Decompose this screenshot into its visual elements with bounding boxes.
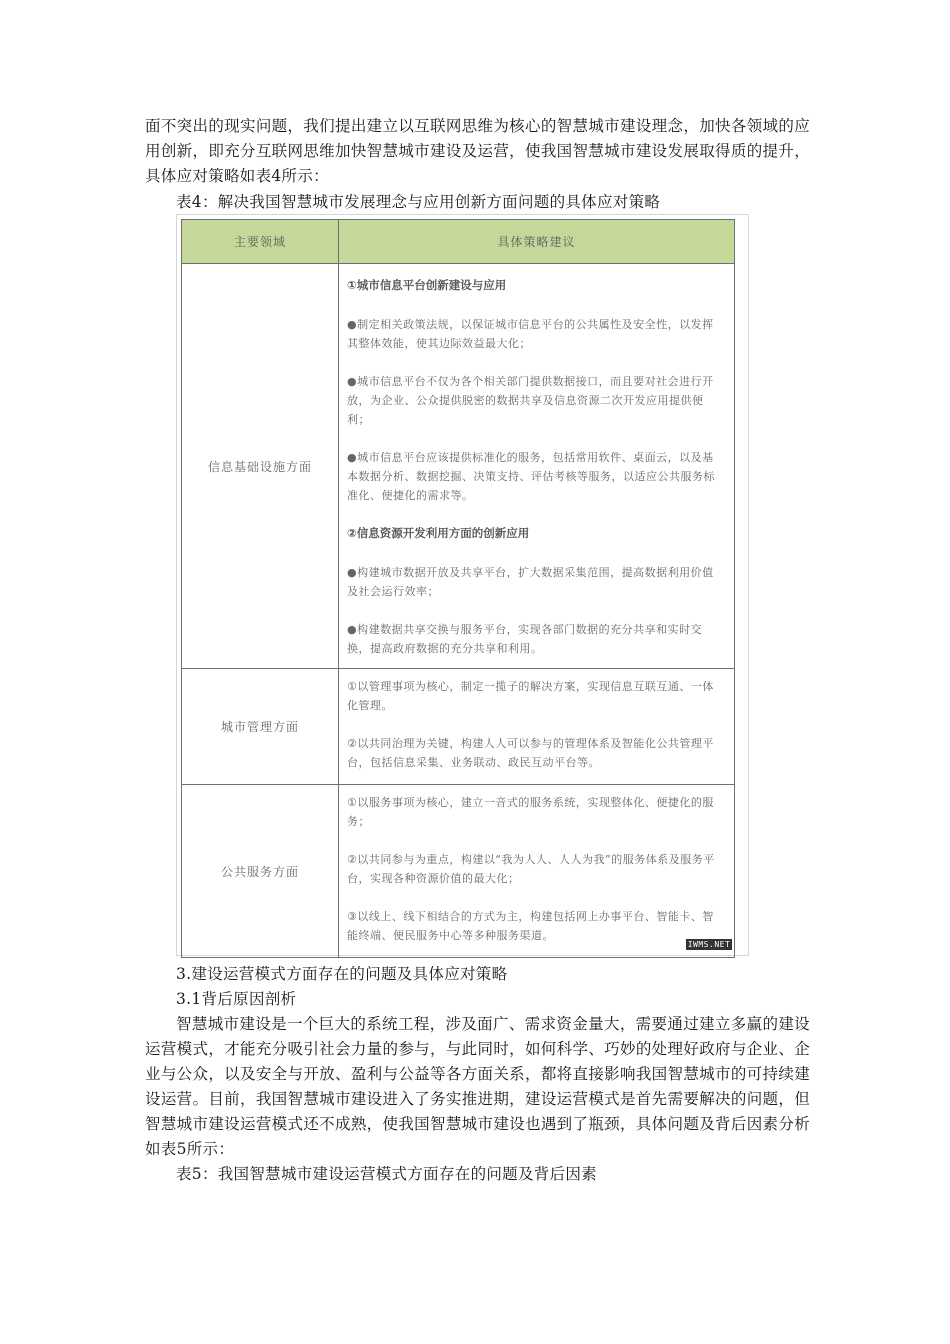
subheading: ①城市信息平台创新建设与应用: [347, 278, 507, 292]
area-cell: 公共服务方面: [182, 785, 339, 958]
bullet-item: ②以共同参与为重点，构建以“我为人人、人人为我”的服务体系及服务平台，实现各种资源价值的最大化；: [347, 853, 715, 885]
bullet-item: ●构建数据共享交换与服务平台，实现各部门数据的充分共享和实时交换，提高政府数据的充分共享和利用。: [347, 623, 703, 655]
table4: [181, 219, 735, 958]
subheading: ②信息资源开发利用方面的创新应用: [347, 526, 530, 540]
body-paragraph: 智慧城市建设是一个巨大的系统工程，涉及面广、需求资金量大，需要通过建立多赢的建设运营模式，才能充分吸引社会力量的参与，与此同时，如何科学、巧妙的处理好政府与企业、企业与公众，以及安全与开放、盈利与公益等各方面关系，都将直接影响我国智慧城市的可持续建设运营。目前，我国智慧城市建设进入了务实推进期，建设运营模式是首先需要解决的问题，但智慧城市建设运营模式还不成熟，使我国智慧城市建设也遇到了瓶颈，具体问题及背后因素分析如表5所示：: [145, 1015, 810, 1158]
table-row: [182, 264, 735, 669]
header-main-area: 主要领域: [182, 220, 339, 264]
bullet-item: ①以管理事项为核心，制定一揽子的解决方案，实现信息互联互通、一体化管理。: [347, 680, 714, 712]
strategy-cell: [339, 785, 735, 958]
strategy-cell: [339, 264, 735, 669]
table-row: [182, 669, 735, 785]
bullet-item: ③以线上、线下相结合的方式为主，构建包括网上办事平台、智能卡、智能终端、便民服务中心等多种服务渠道。: [347, 910, 714, 942]
bullet-item: ●城市信息平台不仅为各个相关部门提供数据接口，而且要对社会进行开放，为企业、公众提供脱密的数据共享及信息资源二次开发应用提供便利；: [347, 375, 714, 426]
table-row: [182, 785, 735, 958]
header-strategy: 具体策略建议: [339, 220, 735, 264]
table5-caption: 表5：我国智慧城市建设运营模式方面存在的问题及背后因素: [176, 1165, 597, 1183]
table4-caption: 表4：解决我国智慧城市发展理念与应用创新方面问题的具体应对策略: [176, 193, 661, 211]
bullet-item: ①以服务事项为核心，建立一音式的服务系统，实现整体化、便捷化的服务；: [347, 796, 714, 828]
strategy-cell: [339, 669, 735, 785]
subsection-heading: 3.1背后原因剖析: [176, 990, 297, 1008]
area-cell: 城市管理方面: [182, 669, 339, 785]
intro-paragraph: 面不突出的现实问题，我们提出建立以互联网思维为核心的智慧城市建设理念，加快各领域的应用创新，即充分互联网思维加快智慧城市建设及运营，使我国智慧城市建设发展取得质的提升，具体应对策略如表4所示：: [145, 117, 810, 185]
watermark-logo: IWMS.NET: [687, 940, 731, 949]
bullet-item: ●构建城市数据开放及共享平台，扩大数据采集范围，提高数据利用价值及社会运行效率；: [347, 566, 714, 598]
bullet-item: ●城市信息平台应该提供标准化的服务，包括常用软件、桌面云，以及基本数据分析、数据挖掘、决策支持、评估考核等服务，以适应公共服务标准化、便捷化的需求等。: [347, 451, 715, 502]
table-header-row: [182, 220, 735, 264]
area-cell: 信息基础设施方面: [182, 264, 339, 669]
section-heading: 3.建设运营模式方面存在的问题及具体应对策略: [176, 965, 508, 983]
bullet-item: ●制定相关政策法规，以保证城市信息平台的公共属性及安全性，以发挥其整体效能，使其边际效益最大化；: [347, 318, 714, 350]
bullet-item: ②以共同治理为关键，构建人人可以参与的管理体系及智能化公共管理平台，包括信息采集、业务联动、政民互动平台等。: [347, 737, 714, 769]
